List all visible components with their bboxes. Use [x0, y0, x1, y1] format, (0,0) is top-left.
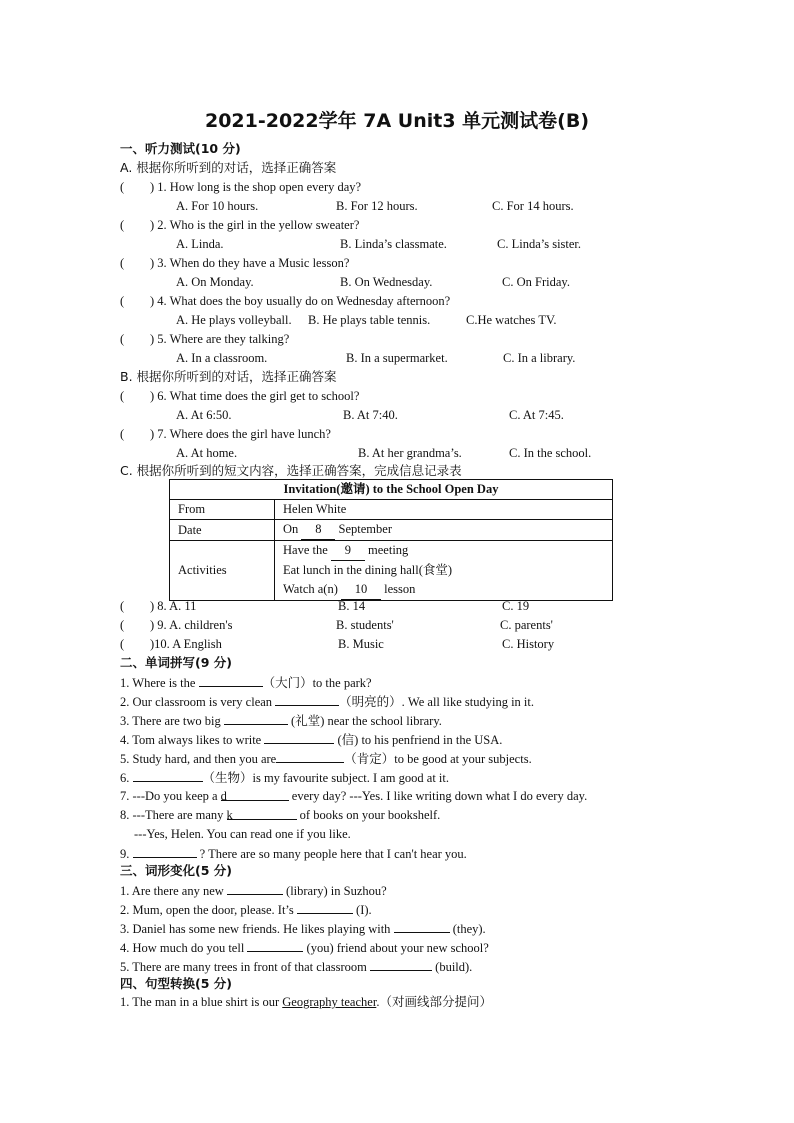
option-c: C. 19 [502, 599, 530, 613]
answer-paren-open: ( [120, 427, 125, 441]
sentence-start: 7. ---Do you keep a [120, 789, 218, 803]
answer-paren-open: ( [120, 599, 125, 613]
option-c: C.He watches TV. [466, 313, 557, 327]
answer-blank[interactable] [199, 674, 263, 687]
option-c: C. parents' [500, 618, 553, 632]
question-text: 7. Where does the girl have lunch? [157, 427, 331, 441]
answer-paren-close: ) [150, 599, 155, 613]
sentence-transform-1 [120, 994, 492, 1010]
activity-3 [283, 580, 604, 600]
answer-paren-open: ( [120, 256, 125, 270]
sentence-end: of books on your bookshelf. [299, 808, 441, 822]
option-c: C. At 7:45. [509, 408, 564, 422]
part-a-instruction: A. 根据你所听到的对话，选择正确答案 [120, 160, 337, 175]
answer-blank[interactable] [133, 845, 197, 858]
page-title: 2021-2022学年 7A Unit3 单元测试卷(B) [204, 110, 590, 132]
spelling-3 [120, 712, 442, 729]
answer-paren-close: ) [150, 389, 155, 403]
sentence-start: 9. [120, 847, 130, 861]
question-8 [120, 598, 196, 614]
activity-1-prefix: Have the [283, 543, 328, 557]
answer-blank[interactable] [221, 788, 289, 801]
answer-blank[interactable] [394, 920, 450, 933]
answer-paren-close: ) [150, 332, 155, 346]
option-a: A. For 10 hours. [176, 199, 259, 213]
sentence-end: （大门）to the park? [262, 676, 372, 690]
answer-blank[interactable] [297, 901, 353, 914]
answer-paren-open: ( [120, 618, 125, 632]
answer-blank[interactable] [247, 939, 303, 952]
date-value [275, 520, 613, 541]
sentence-end: （肯定）to be good at your subjects. [344, 752, 532, 766]
option-b: B. On Wednesday. [340, 275, 433, 289]
section-3-heading: 三、词形变化(5 分) [120, 863, 232, 878]
option-b: B. students' [336, 618, 394, 632]
reply-text: ---Yes. I like writing down what I do every day. [349, 789, 588, 803]
section-2-heading: 二、单词拼写(9 分) [120, 655, 232, 670]
answer-paren-open: ( [120, 218, 125, 232]
answer-paren-open: ( [120, 332, 125, 346]
question-1 [120, 179, 361, 195]
answer-paren-close: ) [150, 256, 155, 270]
date-prefix: On [283, 522, 299, 536]
option-a: A. At 6:50. [176, 408, 232, 422]
sentence-start: 3. There are two big [120, 714, 221, 728]
first-letter-hint: k [226, 808, 233, 822]
option-a: 9. A. children's [157, 618, 233, 632]
spelling-1 [120, 674, 372, 691]
answer-blank[interactable] [227, 882, 283, 895]
sentence-start: 6. [120, 771, 130, 785]
activity-1 [283, 541, 604, 561]
activity-3-prefix: Watch a(n) [283, 582, 338, 596]
answer-paren-open: ( [120, 389, 125, 403]
sentence-start: 1. Are there any new [120, 884, 224, 898]
answer-blank[interactable] [264, 731, 334, 744]
sentence-start: 1. Where is the [120, 676, 196, 690]
question-text: 3. When do they have a Music lesson? [157, 256, 350, 270]
spelling-8 [120, 807, 440, 823]
option-a: A. At home. [176, 446, 238, 460]
spelling-9 [120, 845, 467, 862]
option-a: 8. A. 11 [157, 599, 197, 613]
option-a: A. On Monday. [176, 275, 254, 289]
sentence-start: 2. Mum, open the door, please. It’s [120, 903, 294, 917]
sentence-start: 1. The man in a blue shirt is our [120, 995, 280, 1009]
option-c: C. In a library. [503, 351, 576, 365]
part-c-instruction: C. 根据你所听到的短文内容，选择正确答案，完成信息记录表 [120, 463, 462, 478]
answer-paren-close: ) [150, 618, 155, 632]
answer-blank[interactable] [276, 750, 344, 763]
answer-blank[interactable] [133, 769, 203, 782]
activity-1-suffix: meeting [368, 543, 409, 557]
spelling-2 [120, 693, 534, 710]
invitation-table [169, 479, 613, 601]
sentence-start: 5. Study hard, and then you are [120, 752, 277, 766]
first-letter-hint: d [220, 789, 227, 803]
sentence-start: 3. Daniel has some new friends. He likes playing with [120, 922, 391, 936]
option-c: C. On Friday. [502, 275, 570, 289]
section-4-heading: 四、句型转换(5 分) [120, 976, 232, 991]
underlined-phrase: Geography teacher [282, 995, 377, 1009]
option-b: B. Music [338, 637, 384, 651]
question-6 [120, 388, 359, 404]
answer-paren-close: ) [150, 218, 155, 232]
date-suffix: September [338, 522, 392, 536]
blank-9: 9 [331, 541, 365, 561]
activities-label: Activities [170, 541, 275, 601]
option-b: B. In a supermarket. [346, 351, 448, 365]
answer-paren-open: ( [120, 637, 125, 651]
word-form-2 [120, 901, 372, 918]
part-b-instruction: B. 根据你所听到的对话，选择正确答案 [120, 369, 337, 384]
from-label: From [170, 500, 275, 520]
spelling-6 [120, 769, 449, 786]
option-b: B. Linda’s classmate. [340, 237, 447, 251]
sentence-start: 8. ---There are many [120, 808, 224, 822]
sentence-start: 5. There are many trees in front of that classroom [120, 960, 367, 974]
option-c: C. For 14 hours. [492, 199, 574, 213]
question-text: 6. What time does the girl get to school? [157, 389, 360, 403]
blank-8: 8 [301, 520, 335, 540]
sentence-end: (build). [435, 960, 473, 974]
option-a: A. Linda. [176, 237, 224, 251]
activities-value [275, 541, 613, 601]
option-a: A. In a classroom. [176, 351, 268, 365]
question-text: 2. Who is the girl in the yellow sweater? [157, 218, 360, 232]
answer-paren-close: ) [150, 427, 155, 441]
option-b: B. He plays table tennis. [308, 313, 431, 327]
option-c: C. Linda’s sister. [497, 237, 582, 251]
option-a: A. He plays volleyball. [176, 313, 292, 327]
table-header: Invitation(邀请) to the School Open Day [170, 480, 613, 500]
answer-paren-open: ( [120, 180, 125, 194]
word-form-5 [120, 958, 472, 975]
question-3 [120, 255, 349, 271]
answer-blank[interactable] [224, 712, 288, 725]
answer-blank[interactable] [370, 958, 432, 971]
activity-2: Eat lunch in the dining hall(食堂) [283, 563, 453, 577]
question-7 [120, 426, 331, 442]
answer-blank[interactable] [275, 693, 339, 706]
word-form-4 [120, 939, 489, 956]
sentence-start: 4. Tom always likes to write [120, 733, 262, 747]
question-text: 4. What does the boy usually do on Wednesday afternoon? [157, 294, 451, 308]
spelling-4 [120, 731, 502, 748]
option-b: B. At her grandma’s. [358, 446, 462, 460]
question-5 [120, 331, 289, 347]
blank-10: 10 [341, 580, 381, 600]
question-2 [120, 217, 359, 233]
answer-paren-close: ) [150, 180, 155, 194]
question-text: 1. How long is the shop open every day? [157, 180, 362, 194]
option-b: B. 14 [338, 599, 366, 613]
section-1-heading: 一、听力测试(10 分) [120, 141, 241, 156]
sentence-end: (信) to his penfriend in the USA. [337, 733, 503, 747]
sentence-end: (I). [356, 903, 372, 917]
sentence-start: 2. Our classroom is very clean [120, 695, 273, 709]
sentence-start: 4. How much do you tell [120, 941, 245, 955]
sentence-end: （明亮的）. We all like studying in it. [339, 695, 534, 709]
spelling-8-reply: ---Yes, Helen. You can read one if you like. [134, 827, 351, 841]
option-c: C. In the school. [509, 446, 592, 460]
sentence-end: (礼堂) near the school library. [291, 714, 442, 728]
answer-paren-close: ) [150, 294, 155, 308]
option-b: B. At 7:40. [343, 408, 398, 422]
option-b: B. For 12 hours. [336, 199, 418, 213]
sentence-end: every day? [291, 789, 347, 803]
sentence-end: .（对画线部分提问） [376, 995, 492, 1009]
answer-blank[interactable] [227, 807, 297, 820]
activity-3-suffix: lesson [384, 582, 416, 596]
word-form-1 [120, 882, 387, 899]
sentence-end: (they). [452, 922, 486, 936]
question-9 [120, 617, 232, 633]
from-value: Helen White [275, 500, 613, 520]
word-form-3 [120, 920, 486, 937]
spelling-5 [120, 750, 532, 767]
option-c: C. History [502, 637, 555, 651]
question-text: 5. Where are they talking? [157, 332, 290, 346]
answer-paren-open: ( [120, 294, 125, 308]
question-10 [120, 636, 222, 652]
sentence-end: （生物）is my favourite subject. I am good at it. [202, 771, 449, 785]
option-a: )10. A English [150, 637, 222, 651]
spelling-7 [120, 788, 587, 804]
sentence-end: ? There are so many people here that I can't hear you. [199, 847, 467, 861]
question-4 [120, 293, 450, 309]
date-label: Date [170, 520, 275, 541]
sentence-end: (you) friend about your new school? [306, 941, 489, 955]
sentence-end: (library) in Suzhou? [286, 884, 387, 898]
